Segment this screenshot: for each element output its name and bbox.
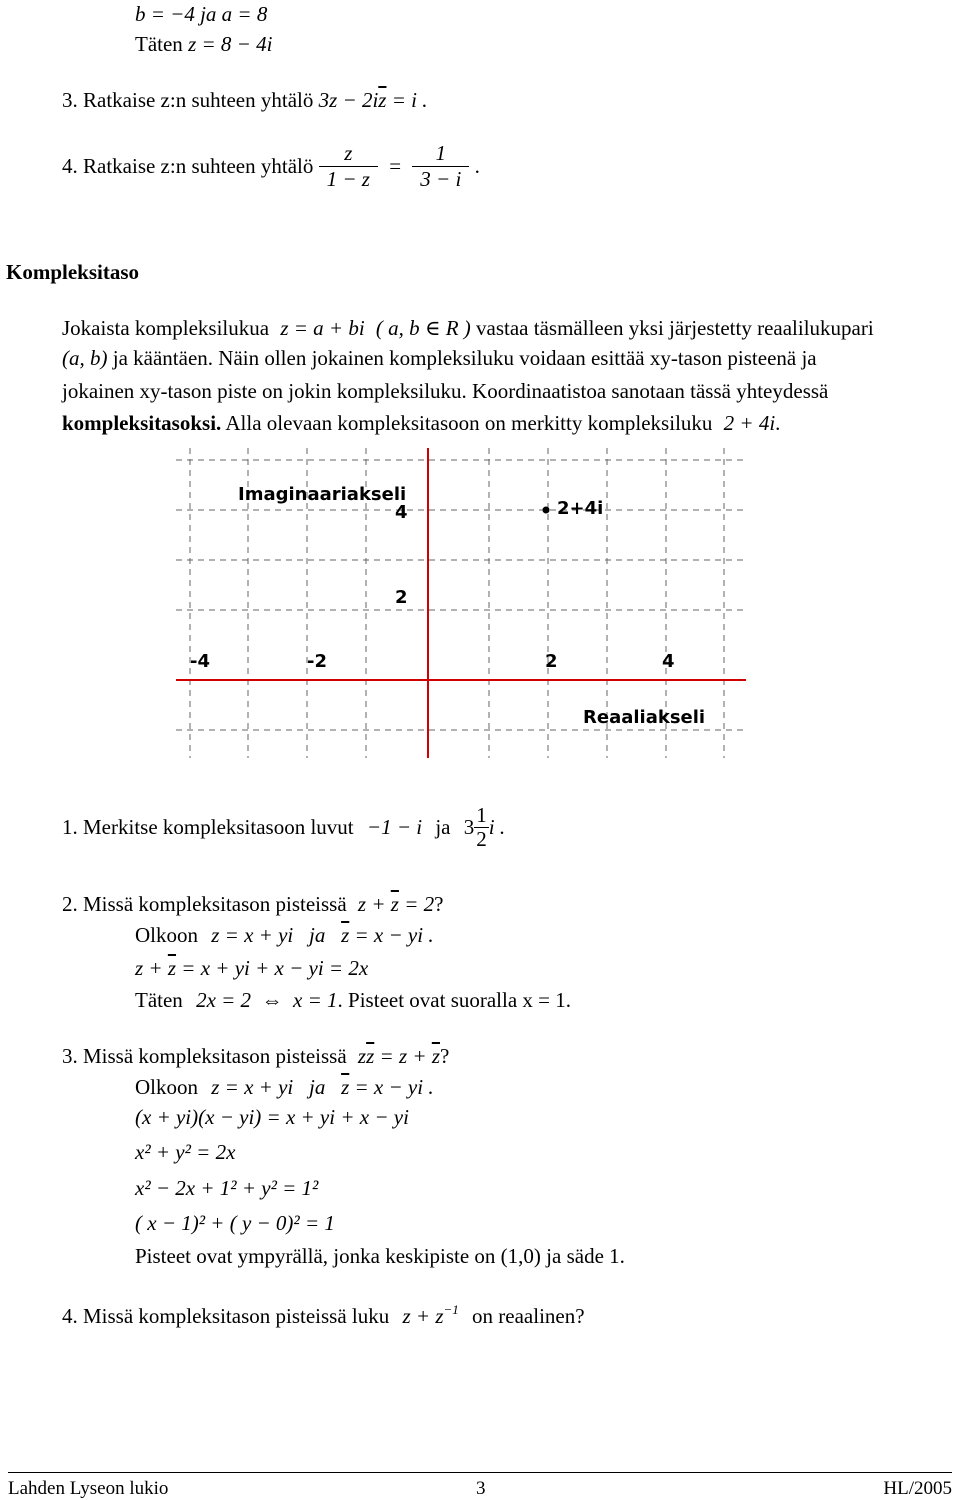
rhs-denominator: 3 − i (420, 167, 462, 191)
olkoon-word: Olkoon (135, 923, 198, 947)
solution-line-result (135, 34, 272, 55)
question-3-step-2: x² + y² = 2x (135, 1140, 236, 1164)
question-1-text: 1. Merkitse kompleksitasoon luvut (62, 815, 354, 839)
intro-line-2 (62, 348, 817, 369)
point-label: 2+4i (557, 498, 604, 519)
intro-math-point: 2 + 4i (723, 411, 776, 435)
question-2-qmark: ? (434, 892, 444, 916)
question-1-ja: ja (435, 815, 451, 839)
question-1-math-a: −1 − i (366, 815, 423, 839)
intro-math-domain: ( a, b ∈ R ) (375, 316, 471, 340)
exercise-4-lhs-fraction (319, 143, 378, 190)
intro-line-1 (62, 318, 874, 339)
question-3-step-1: (x + yi)(x − yi) = x + yi + x − yi (135, 1105, 409, 1129)
x-tick-2: 2 (545, 651, 558, 672)
rhs-numerator: 1 (412, 143, 469, 167)
fraction-numerator: 1 (476, 803, 487, 827)
question-3-step-4: ( x − 1)² + ( y − 0)² = 1 (135, 1211, 335, 1235)
exercise-3-text: 3. Ratkaise z:n suhteen yhtälö (62, 88, 314, 112)
footer-author: HL/2005 (883, 1478, 952, 1499)
exercise-3 (62, 90, 428, 111)
solution-word: Täten (135, 32, 183, 56)
question-4 (62, 1303, 585, 1327)
equation-part-b: = x + yi + x − yi = 2x (176, 956, 369, 980)
question-3-conjugate-2: $\overline{z}$ (431, 1044, 440, 1068)
point-marker (543, 507, 550, 514)
question-3-math-b: = z + (374, 1044, 432, 1068)
question-2-conjugate: $\overline{z}$ (390, 892, 399, 916)
question-3-conclusion: Pisteet ovat ympyrällä, jonka keskipiste on (1,0) ja säde 1. (135, 1244, 625, 1268)
intro-text-b: vastaa täsmälleen yksi järjestetty reaalilukupari (476, 316, 874, 340)
intro-text-a: Jokaista kompleksilukua (62, 316, 270, 340)
x-tick-neg2: -2 (307, 651, 327, 672)
question-2-math-b: = 2 (398, 892, 435, 916)
question-1-fraction (474, 805, 489, 850)
olkoon-word: Olkoon (135, 1075, 198, 1099)
exercise-3-math-a: 3z − 2i (318, 88, 379, 112)
question-3-text: 3. Missä kompleksitason pisteissä (62, 1044, 347, 1068)
olkoon-math-b: = x − yi . (349, 1075, 434, 1099)
solution-math: z = 8 − 4i (188, 32, 273, 56)
exercise-4-equals: = (389, 154, 402, 178)
question-2-equation (135, 958, 368, 979)
equation-conjugate: $\overline{z}$ (167, 956, 177, 980)
question-2-text: 2. Missä kompleksitason pisteissä (62, 892, 347, 916)
intro-math-pair: (a, b) (62, 346, 108, 370)
intro-text-2: ja kääntäen. Näin ollen jokainen kompleksiluku voidaan esittää xy-tason pisteenä ja (112, 346, 817, 370)
footer-school: Lahden Lyseon lukio (8, 1478, 169, 1499)
exercise-4 (62, 143, 480, 190)
exercise-4-text: 4. Ratkaise z:n suhteen yhtälö (62, 154, 314, 178)
question-4-exponent: −1 (443, 1302, 459, 1317)
question-4-tail: on reaalinen? (472, 1304, 585, 1328)
question-4-text: 4. Missä kompleksitason pisteissä luku (62, 1304, 390, 1328)
x-tick-neg4: -4 (190, 651, 210, 672)
lhs-numerator: z (319, 143, 378, 167)
question-3-olkoon-line (135, 1077, 434, 1098)
intro-end-dot: . (775, 411, 781, 435)
question-2-math-a: z + (357, 892, 391, 916)
fraction-denominator: 2 (476, 827, 487, 851)
question-3-qmark: ? (440, 1044, 450, 1068)
question-2-olkoon-line (135, 925, 434, 946)
olkoon-conjugate: $\overline{z}$ (341, 923, 350, 947)
intro-bold-term: kompleksitasoksi. (62, 411, 222, 435)
section-heading: Kompleksitaso (6, 260, 140, 284)
x-tick-4: 4 (662, 651, 675, 672)
question-3-step-3: x² − 2x + 1² + y² = 1² (135, 1176, 319, 1200)
intro-text-4: Alla olevaan kompleksitasoon on merkitty kompleksiluku (225, 411, 713, 435)
y-tick-2: 2 (395, 587, 408, 608)
olkoon-math-a: z = x + yi ja (211, 1075, 342, 1099)
olkoon-conjugate: $\overline{z}$ (341, 1075, 350, 1099)
exercise-3-math-c: = i . (386, 88, 428, 112)
question-3 (62, 1046, 449, 1067)
imaginary-axis-label: Imaginaariakseli (238, 484, 407, 505)
olkoon-math-a: z = x + yi ja (211, 923, 342, 947)
footer-rule (8, 1472, 952, 1473)
exercise-3-conjugate: $\overline{z}$ (378, 88, 387, 112)
taten-word: Täten (135, 988, 183, 1012)
question-3-math-a: z (357, 1044, 367, 1068)
question-2 (62, 894, 443, 915)
solution-line-values: b = −4 ja a = 8 (135, 2, 268, 26)
intro-math-z: z = a + bi (280, 316, 365, 340)
taten-text: . Pisteet ovat suoralla x = 1. (337, 988, 572, 1012)
question-3-conjugate-1: $\overline{z}$ (366, 1044, 375, 1068)
footer-page-number: 3 (476, 1478, 486, 1499)
question-4-math: z + z (402, 1304, 444, 1328)
intro-line-4 (62, 413, 780, 434)
exercise-4-dot: . (474, 154, 480, 178)
olkoon-math-b: = x − yi . (349, 923, 434, 947)
real-axis-label: Reaaliakseli (583, 707, 706, 728)
y-tick-4: 4 (395, 502, 408, 523)
exercise-4-rhs-fraction (412, 143, 469, 190)
taten-math: 2x = 2 ⇔ x = 1 (196, 988, 338, 1012)
question-2-conclusion (135, 990, 571, 1011)
question-1 (62, 805, 505, 850)
intro-line-3: jokainen xy-tason piste on jokin kompleksiluku. Koordinaatistoa sanotaan tässä yhteydessä (62, 379, 829, 403)
question-1-whole: 3 (463, 815, 475, 839)
equation-part-a: z + (135, 956, 168, 980)
question-1-tail: i . (488, 815, 506, 839)
lhs-denominator: 1 − z (326, 167, 370, 191)
